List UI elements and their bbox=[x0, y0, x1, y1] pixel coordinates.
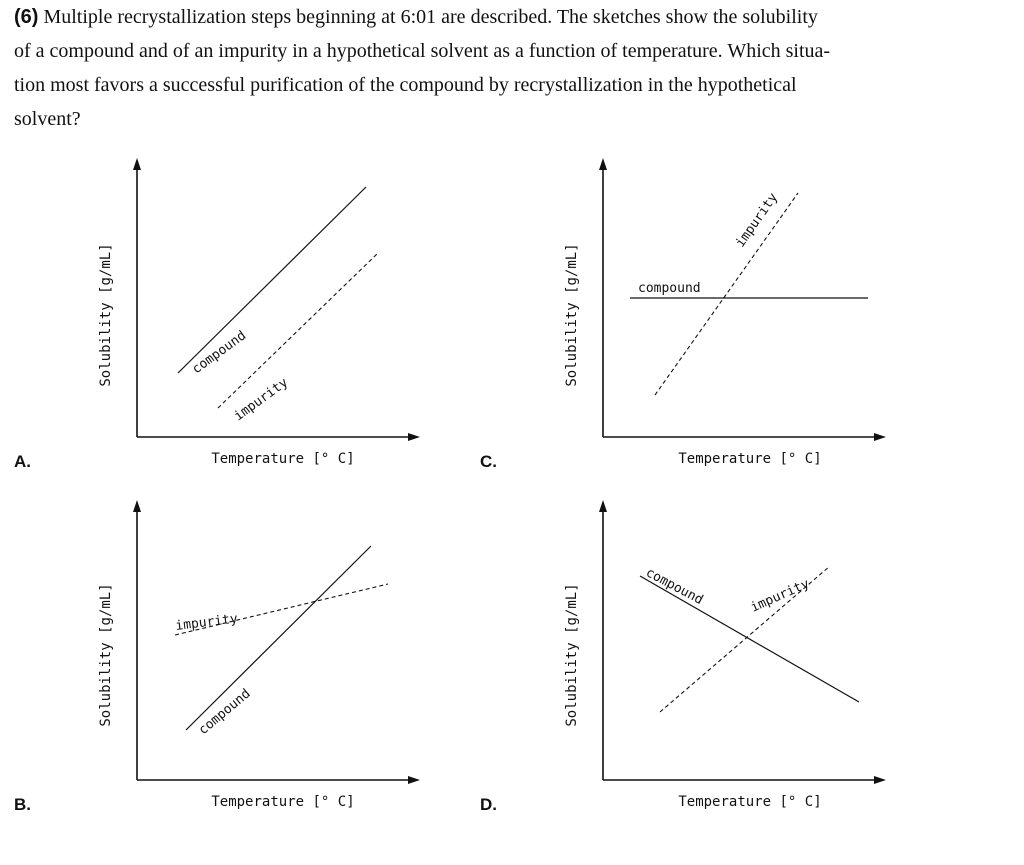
y-axis-label: Solubility [g/mL] bbox=[564, 583, 580, 727]
y-axis-label: Solubility [g/mL] bbox=[564, 243, 580, 387]
option-b-label[interactable]: B. bbox=[14, 795, 31, 814]
compound-label: compound bbox=[189, 328, 250, 378]
x-axis-label: Temperature [° C] bbox=[211, 794, 355, 810]
option-a-label[interactable]: A. bbox=[14, 452, 31, 471]
y-axis-label: Solubility [g/mL] bbox=[98, 243, 114, 387]
x-axis-arrow bbox=[408, 776, 420, 784]
y-axis-arrow bbox=[599, 500, 607, 512]
panel-a bbox=[98, 158, 420, 467]
compound-line bbox=[178, 187, 366, 373]
compound-label: compound bbox=[195, 686, 254, 739]
impurity-label: impurity bbox=[748, 576, 812, 616]
impurity-label: impurity bbox=[231, 375, 292, 425]
x-axis-label: Temperature [° C] bbox=[211, 451, 355, 467]
x-axis-label: Temperature [° C] bbox=[678, 451, 822, 467]
impurity-line bbox=[218, 253, 378, 408]
question-line-3: tion most favors a successful purification of the compound by recrystallization in the hypothetical bbox=[14, 74, 797, 96]
question-number: (6) bbox=[14, 6, 39, 28]
y-axis-arrow bbox=[599, 158, 607, 170]
y-axis-label: Solubility [g/mL] bbox=[98, 583, 114, 727]
panel-b bbox=[98, 500, 420, 810]
y-axis-arrow bbox=[133, 500, 141, 512]
panel-c bbox=[564, 158, 886, 467]
x-axis-arrow bbox=[408, 433, 420, 441]
option-c-label[interactable]: C. bbox=[480, 452, 497, 471]
option-d-label[interactable]: D. bbox=[480, 795, 497, 814]
x-axis-arrow bbox=[874, 433, 886, 441]
x-axis-arrow bbox=[874, 776, 886, 784]
panel-d bbox=[564, 500, 886, 810]
question-line-4: solvent? bbox=[14, 108, 81, 130]
impurity-label: impurity bbox=[732, 190, 782, 251]
compound-label: compound bbox=[643, 565, 706, 608]
y-axis-arrow bbox=[133, 158, 141, 170]
compound-line bbox=[186, 546, 371, 730]
x-axis-label: Temperature [° C] bbox=[678, 794, 822, 810]
compound-label: compound bbox=[638, 281, 701, 296]
impurity-label: impurity bbox=[174, 611, 239, 634]
compound-line bbox=[640, 576, 859, 702]
question-line-2: of a compound and of an impurity in a hypothetical solvent as a function of temperature. Which situa- bbox=[14, 40, 831, 62]
question-line-1: (6) Multiple recrystallization steps beginning at 6:01 are described. The sketches show the solubility bbox=[14, 6, 818, 28]
